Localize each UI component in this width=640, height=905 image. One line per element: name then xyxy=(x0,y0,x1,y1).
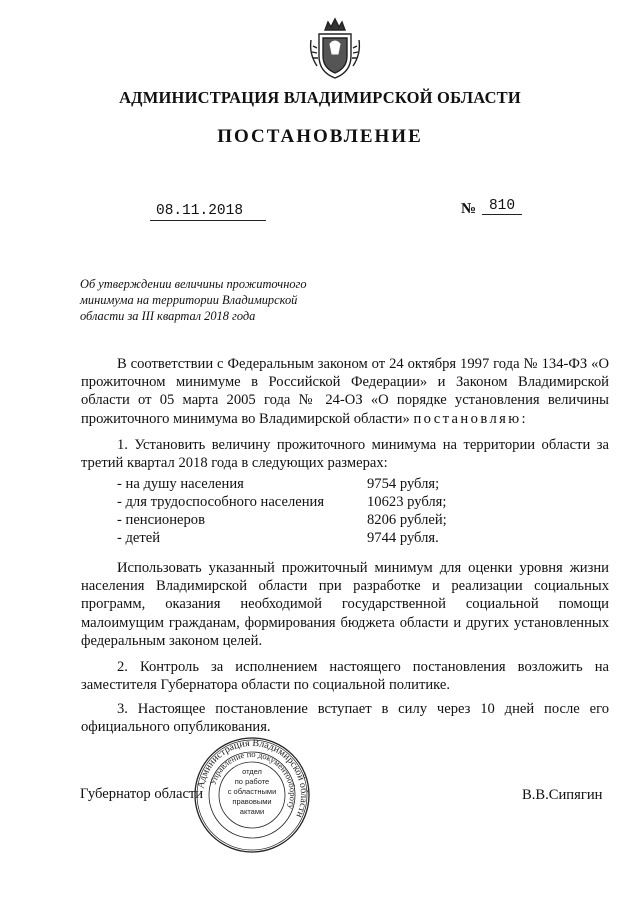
stamp-center-line: правовыми xyxy=(232,797,272,806)
preamble-text: В соответствии с Федеральным законом от 24 октября 1997 года № 134-ФЗ «О прожиточном минимуме в Российской Федерации» и Законом Владимирской области от 05 марта 2005 года № 24-ОЗ «О порядке установления величины прожиточного минимума во Владимирской области» xyxy=(81,356,609,427)
organization-title: АДМИНИСТРАЦИЯ ВЛАДИМИРСКОЙ ОБЛАСТИ xyxy=(119,88,521,107)
item-1-paragraph: 1. Установить величину прожиточного минимума на территории области за третий квартал 2018 года в следующих размерах: xyxy=(81,437,609,472)
stamp-outer-text: Администрация Владимирской области xyxy=(195,737,310,820)
item-3-paragraph: 3. Настоящее постановление вступает в силу через 10 дней после его официального опубликования. xyxy=(81,701,609,736)
list-item-value: 8206 рублей; xyxy=(367,512,447,528)
preamble-paragraph xyxy=(81,355,609,428)
document-date: 08.11.2018 xyxy=(150,203,266,221)
stamp-center-line: отдел xyxy=(242,767,262,776)
list-item-value: 10623 рубля; xyxy=(367,494,447,510)
document-subject: Об утверждении величины прожиточного минимума на территории Владимирской области за III квартал 2018 года xyxy=(80,277,307,323)
list-item-value: 9754 рубля; xyxy=(367,476,440,492)
document-number: 810 xyxy=(482,198,522,215)
stamp-center-line: с областными xyxy=(227,787,277,796)
number-label: № xyxy=(461,201,477,217)
list-item-label: - для трудоспособного населения xyxy=(117,494,325,510)
stamp-center-line: актами xyxy=(239,807,265,816)
list-item xyxy=(117,494,517,512)
signatory-name: В.В.Сипягин xyxy=(522,787,603,803)
list-item-label: - пенсионеров xyxy=(117,512,205,528)
decree-word: постановляю: xyxy=(413,410,528,427)
official-stamp xyxy=(193,736,311,854)
list-item-value: 9744 рубля. xyxy=(367,530,439,546)
item-2-paragraph: 2. Контроль за исполнением настоящего постановления возложить на заместителя Губернатора области по социальной политике. xyxy=(81,659,609,694)
list-item xyxy=(117,476,517,494)
stamp-ring-text: Управление по документообороту xyxy=(207,748,299,811)
coat-of-arms-icon xyxy=(307,16,363,82)
stamp-center-line: по работе xyxy=(234,777,270,786)
document-type: ПОСТАНОВЛЕНИЕ xyxy=(217,126,423,147)
signatory-position: Губернатор области xyxy=(80,786,204,802)
list-item-label: - на душу населения xyxy=(117,476,244,492)
list-item xyxy=(117,512,517,530)
list-item-label: - детей xyxy=(117,530,161,546)
usage-paragraph: Использовать указанный прожиточный минимум для оценки уровня жизни населения Владимирской области при разработке и реализации социальных программ, оказания необходимой государственной социальной помощи малоимущим гражданам, формирования бюджета области и других установленных федеральным законом целей. xyxy=(81,560,609,649)
list-item xyxy=(117,530,517,548)
